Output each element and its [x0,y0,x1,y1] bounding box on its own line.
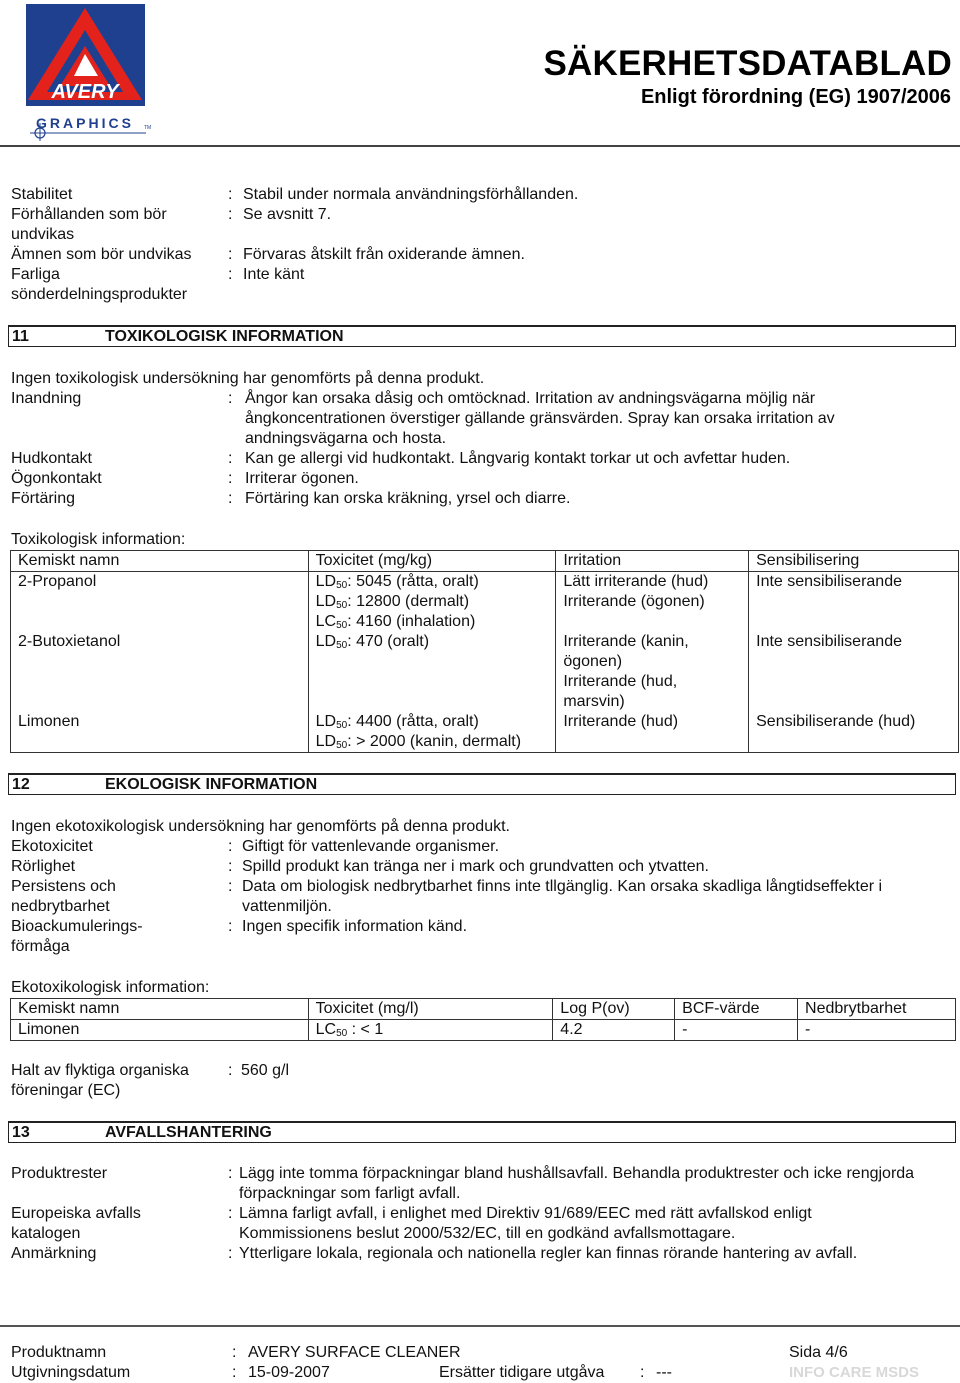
table-row [11,572,959,633]
table-row [11,632,959,712]
chemical-name-cell: 2-Butoxietanol [11,632,309,712]
irritation-line: Irriterande (hud) [563,713,679,730]
table-header-cell: Toxicitet (mg/kg) [308,551,556,572]
section-12-intro: Ingen ekotoxikologisk undersökning har genomförts på denna produkt. [11,818,510,835]
row-colon: : [228,490,233,507]
toxicity-line: $LD_{50}$: 470 (oralt) [315,633,430,651]
issue-date-label: Utgivningsdatum [11,1364,131,1381]
row-value: Lämna farligt avfall, i enlighet med Direktiv 91/689/EEC med rätt avfallskod enligt Kommissionens beslut 2000/532/EC, till en godkänd avfallsmottagare. [239,1205,812,1242]
page-header [0,0,960,150]
row-colon: : [228,186,233,203]
row-label: Anmärkning [11,1245,97,1262]
ecotox-table-caption: Ekotoxikologisk information: [11,979,210,996]
sensitization-cell: Inte sensibiliserande [749,572,959,633]
toxicology-table [10,550,959,753]
section-number: 13 [12,1124,30,1141]
row-value: Kan ge allergi vid hudkontakt. Långvarig kontakt torkar ut och avfettar huden. [245,450,791,467]
row-value: Stabil under normala användningsförhållanden. [243,186,579,203]
toxicity-line: $LD_{50}$: 4400 (råtta, oralt) [315,713,479,731]
product-name-label: Produktnamn [11,1344,107,1361]
row-colon: : [228,838,233,855]
chemical-name-cell: Limonen [11,712,309,753]
row-value: 560 g/l [241,1062,290,1079]
row-label: Hudkontakt [11,450,92,467]
row-value: Spilld produkt kan tränga ner i mark och grundvatten och ytvatten. [242,858,709,875]
table-header-cell: Irritation [556,551,749,572]
toxicity-line: $LD_{50}$: 12800 (dermalt) [315,593,470,611]
table-header-cell: Toxicitet (mg/l) [308,999,553,1020]
svg-text:TM: TM [144,125,152,131]
document-subtitle: Enligt förordning (EG) 1907/2006 [640,86,951,108]
table-header-cell: Kemiskt namn [11,999,309,1020]
sensitization-cell: Inte sensibiliserande [749,632,959,712]
table-header-cell: BCF-värde [675,999,798,1020]
log-pov-cell: 4.2 [553,1020,675,1041]
footer-colon: : [232,1364,237,1381]
section-11-intro: Ingen toxikologisk undersökning har genomförts på denna produkt. [11,370,485,387]
row-label: Produktrester [11,1165,108,1182]
issue-date-value: 15-09-2007 [248,1364,330,1381]
chemical-name-cell: Limonen [11,1020,309,1041]
row-value: Giftigt för vattenlevande organismer. [242,838,500,855]
row-colon: : [228,1205,233,1222]
bcf-cell: - [675,1020,798,1041]
replaces-value: --- [656,1364,672,1381]
section-title: AVFALLSHANTERING [105,1124,272,1141]
row-label: Ämnen som bör undvikas [11,246,192,263]
table-header-cell: Sensibilisering [749,551,959,572]
section-12-heading [8,773,956,795]
footer-colon: : [232,1344,237,1361]
row-value: Data om biologisk nedbrytbarhet finns inte tllgänglig. Kan orsaka skadliga långtidseffekter i vattenmiljön. [242,878,883,915]
header-divider [0,145,960,147]
irritation-line: Irriterande (hud, [563,673,678,690]
row-value: Lägg inte tomma förpackningar bland hushållsavfall. Behandla produktrester och icke rengjorda förpackningar som farligt avfall. [239,1165,915,1202]
irritation-cell [556,712,749,753]
irritation-line: Lätt irriterande (hud) [563,573,709,590]
row-value: Ingen specifik information känd. [242,918,468,935]
irritation-line: Irriterande (kanin, [563,633,689,650]
irritation-cell [556,632,749,712]
toxicity-cell: $LC_{50}$ : < 1 [308,1020,553,1041]
svg-text:AVERY: AVERY [51,81,119,103]
toxicity-cell [308,572,556,633]
page-footer [0,1325,960,1383]
table-header-cell: Kemiskt namn [11,551,309,572]
row-value: Inte känt [243,266,305,283]
product-name-value: AVERY SURFACE CLEANER [248,1344,461,1361]
row-label: Ögonkontakt [11,470,102,487]
footer-divider [0,1325,960,1327]
svg-text:GRAPHICS: GRAPHICS [36,115,134,131]
row-value: Ångor kan orsaka dåsig och omtöcknad. Irritation av andningsvägarna möjlig när ångkoncentrationen överstiger gällande gränsvärden. Spray kan orsaka irritation av andningsvägarna och hosta. [245,390,835,447]
toxicity-cell [308,712,556,753]
table-header-cell: Log P(ov) [553,999,675,1020]
row-value: Förvaras åtskilt från oxiderande ämnen. [243,246,525,263]
row-colon: : [228,1062,233,1079]
row-label: Halt av flyktiga organiska föreningar (EC) [11,1062,189,1099]
section-title: EKOLOGISK INFORMATION [105,776,318,793]
row-label: Farliga sönderdelningsprodukter [11,266,188,303]
chemical-name-cell: 2-Propanol [11,572,309,633]
row-value: Ytterligare lokala, regionala och nationella regler kan finnas rörande hantering av avfall. [239,1245,858,1262]
section-13-heading [8,1121,956,1143]
ecotoxicology-table [10,998,956,1041]
sensitization-cell: Sensibiliserande (hud) [749,712,959,753]
row-colon: : [228,858,233,875]
row-label: Stabilitet [11,186,73,203]
degradability-cell: - [798,1020,956,1041]
toxicity-line: $LC_{50}$: 4160 (inhalation) [315,613,476,631]
row-colon: : [228,266,233,283]
table-header-row [11,551,959,572]
replaces-label: Ersätter tidigare utgåva [439,1364,605,1381]
row-value: Förtäring kan orska kräkning, yrsel och diarre. [245,490,571,507]
toxicity-line: $LD_{50}$: 5045 (råtta, oralt) [315,573,479,591]
section-title: TOXIKOLOGISK INFORMATION [105,328,344,345]
avery-graphics-logo [18,0,153,142]
row-colon: : [228,450,233,467]
row-colon: : [228,878,233,895]
irritation-line: marsvin) [563,693,625,710]
irritation-line: Irriterande (ögonen) [563,593,705,610]
row-label: Förtäring [11,490,76,507]
row-colon: : [228,1165,233,1182]
tox-table-caption: Toxikologisk information: [11,531,186,548]
table-header-cell: Nedbrytbarhet [798,999,956,1020]
row-label: Inandning [11,390,82,407]
row-label: Bioackumulerings-förmåga [11,918,143,955]
row-label: Rörlighet [11,858,76,875]
toxicity-line: $LD_{50}$: > 2000 (kanin, dermalt) [315,733,522,751]
irritation-line: ögonen) [563,653,623,670]
row-colon: : [228,246,233,263]
section-number: 11 [12,328,29,345]
row-label: Europeiska avfalls katalogen [11,1205,141,1242]
section-11-heading [8,325,956,347]
info-care-msds-brand: INFO CARE MSDS [789,1364,920,1381]
toxicity-cell [308,632,556,712]
row-colon: : [228,390,233,407]
row-value: Irriterar ögonen. [245,470,359,487]
footer-colon: : [640,1364,645,1381]
table-header-row [11,999,956,1020]
table-row [11,1020,956,1041]
row-colon: : [228,918,233,935]
row-colon: : [228,206,233,223]
row-label: Persistens och nedbrytbarhet [11,878,116,915]
row-colon: : [228,470,233,487]
document-title: SÄKERHETSDATABLAD [543,44,952,83]
row-label: Förhållanden som bör undvikas [11,206,167,243]
page-number: Sida 4/6 [789,1344,848,1361]
irritation-cell [556,572,749,633]
row-colon: : [228,1245,233,1262]
row-value: Se avsnitt 7. [243,206,332,223]
table-row [11,712,959,753]
section-number: 12 [12,776,30,793]
row-label: Ekotoxicitet [11,838,93,855]
